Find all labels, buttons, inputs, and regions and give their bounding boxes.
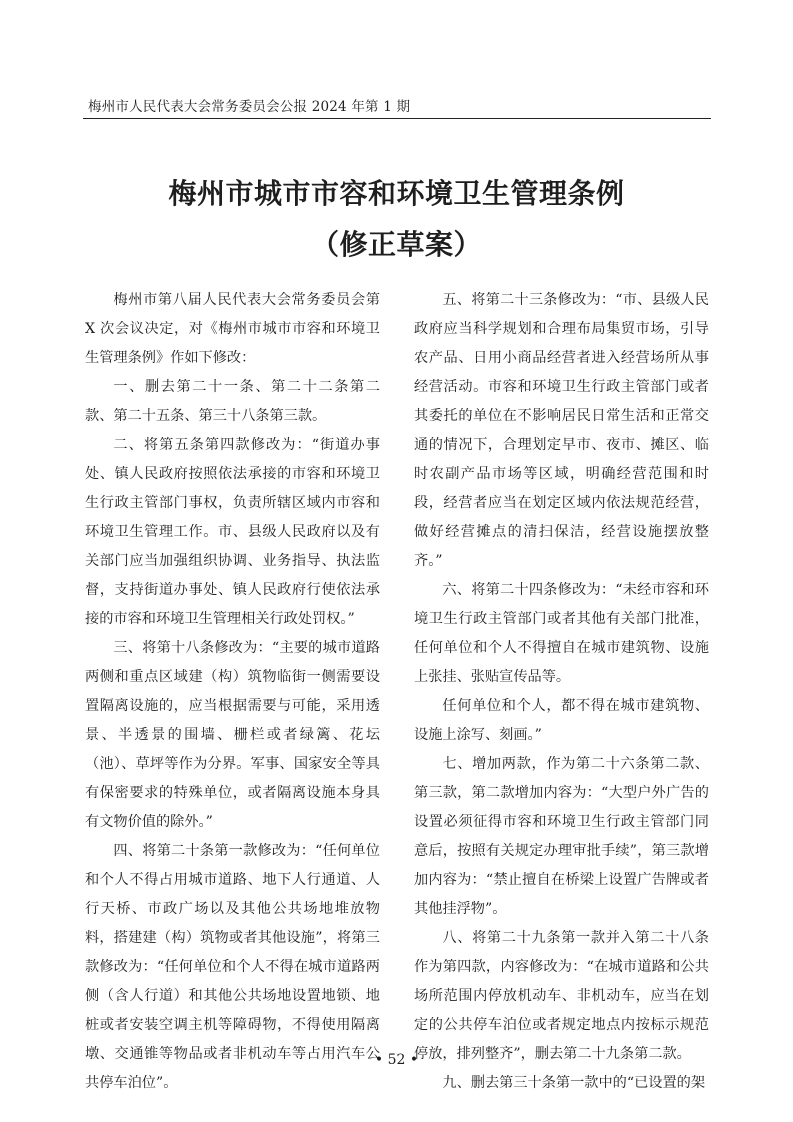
journal-header: 梅州市人民代表大会常务委员会公报 2024 年第 1 期: [88, 99, 411, 115]
paragraph-intro: 梅州市第八届人民代表大会常务委员会第 X 次会议决定，对《梅州市城市市容和环境卫生管理条例》作如下修改：: [85, 292, 380, 366]
paragraph-item-5: 五、将第二十三条修改为：“市、县级人民政府应当科学规划和合理布局集贸市场，引导农产品、日用小商品经营者进入经营场所从事经营活动。市容和环境卫生行政主管部门或者其委托的单位在不影响居民日常生活和正常交通的情况下，合理划定早市、夜市、摊区、临时农副产品市场等区域，明确经营范围和时段，经营者应当在划定区域内依法规范经营，做好经营摊点的清扫保洁，经营设施摆放整齐。”: [414, 292, 709, 569]
left-column: [85, 286, 380, 1098]
paragraph-item-9: 九、删去第三十条第一款中的“已设置的架: [442, 1075, 706, 1091]
paragraph-item-2: 二、将第五条第四款修改为：“街道办事处、镇人民政府按照依法承接的市容和环境卫生行政主管部门事权，负责所辖区域内市容和环境卫生管理工作。市、县级人民政府以及有关部门应当加强组织协调、业务指导、执法监督，支持街道办事处、镇人民政府行使依法承接的市容和环境卫生管理相关行政处罚权。”: [85, 437, 380, 627]
document-subtitle: （修正草案）: [310, 228, 482, 261]
paragraph-item-3: 三、将第十八条修改为：“主要的城市道路两侧和重点区域建（构）筑物临街一侧需要设置隔离设施的，应当根据需要与可能，采用透景、半透景的围墙、栅栏或者绿篱、花坛（池）、草坪等作为分界。军事、国家安全等具有保密要求的特殊单位，或者隔离设施本身具有文物价值的除外。”: [85, 640, 380, 830]
header-rule: [83, 118, 711, 119]
paragraph-item-8: 八、将第二十九条第一款并入第二十八条作为第四款，内容修改为：“在城市道路和公共场所范围内停放机动车、非机动车，应当在划定的公共停车泊位或者规定地点内按标示规范停放，排列整齐”，删去第二十九条第二款。: [414, 930, 709, 1062]
paragraph-item-4: 四、将第二十条第一款修改为：“任何单位和个人不得占用城市道路、地下人行通道、人行天桥、市政广场以及其他公共场地堆放物料，搭建建（构）筑物或者其他设施”，将第三款修改为：“任何单位和个人不得在城市道路两侧（含人行道）和其他公共场地设置地锁、地桩或者安装空调主机等障碍物，不得使用隔离墩、交通锥等物品或者非机动车等占用汽车公共停车泊位”。: [85, 843, 380, 1091]
document-title: 梅州市城市市容和环境卫生管理条例: [168, 177, 625, 210]
right-column: [414, 286, 709, 1098]
paragraph-item-6-cont: 任何单位和个人，都不得在城市建筑物、设施上涂写、刻画。”: [414, 698, 709, 743]
paragraph-item-6: 六、将第二十四条修改为：“未经市容和环境卫生行政主管部门或者其他有关部门批准，任何单位和个人不得擅自在城市建筑物、设施上张挂、张贴宣传品等。: [414, 582, 709, 685]
paragraph-item-7: 七、增加两款，作为第二十六条第二款、第三款，第二款增加内容为：“大型户外广告的设置必须征得市容和环境卫生行政主管部门同意后，按照有关规定办理审批手续”，第三款增加内容为：“禁止擅自在桥梁上设置广告牌或者其他挂浮物”。: [414, 756, 709, 917]
page-number: • 52 •: [374, 1052, 419, 1068]
paragraph-item-1: 一、删去第二十一条、第二十二条第二款、第二十五条、第三十八条第三款。: [85, 379, 380, 424]
